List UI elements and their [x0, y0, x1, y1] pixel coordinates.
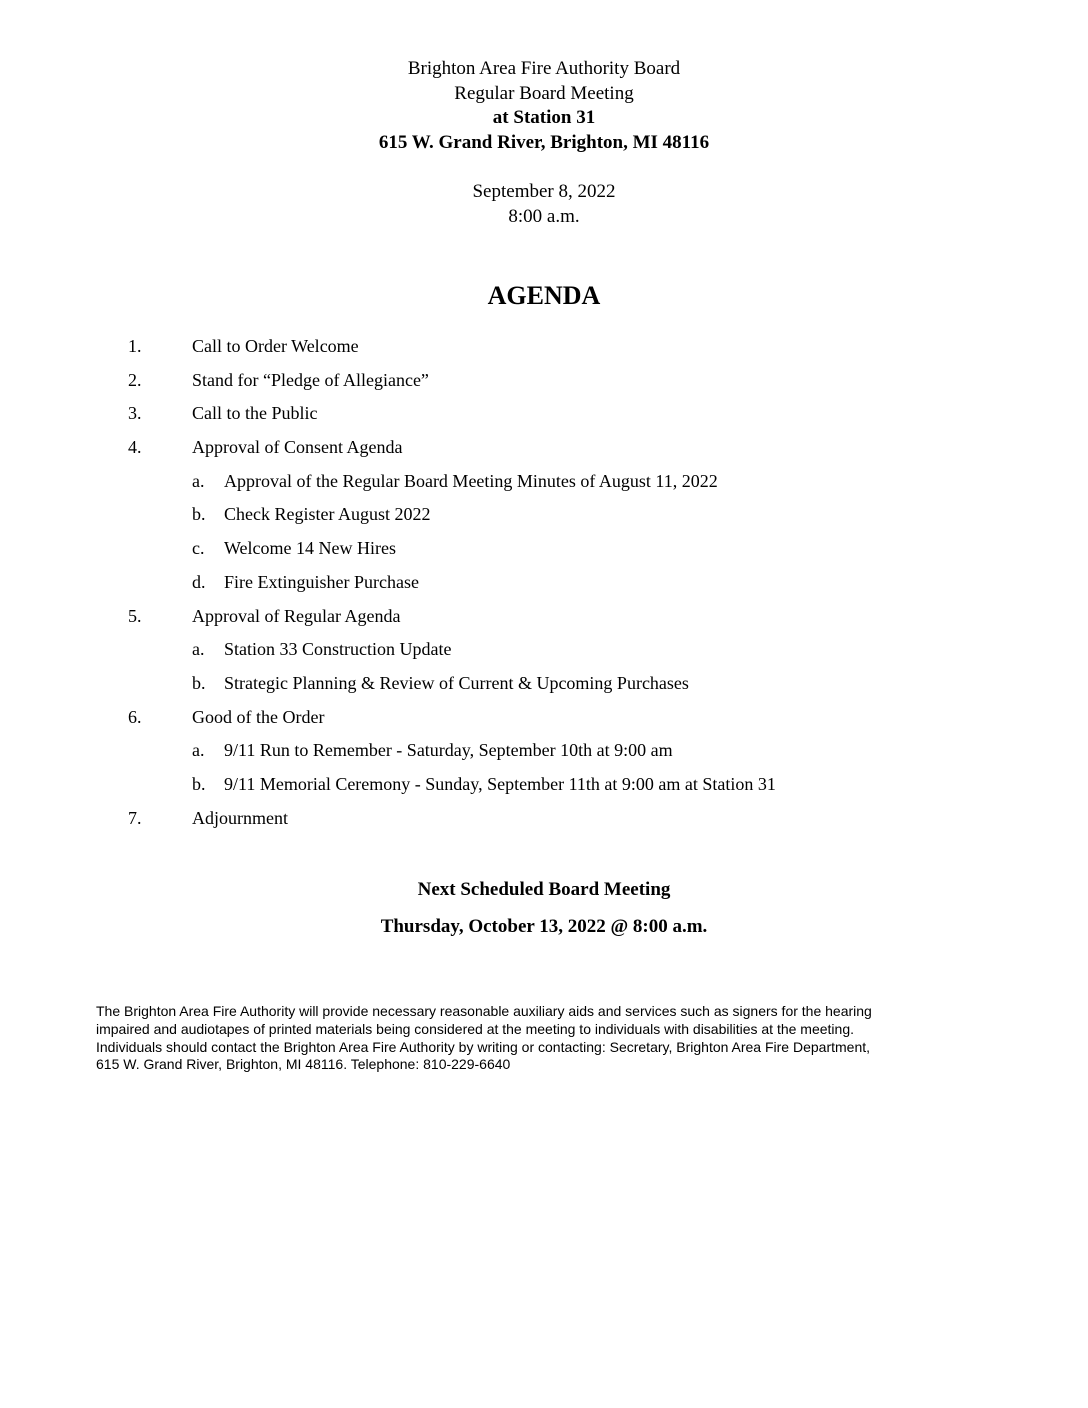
- subitem-text: 9/11 Memorial Ceremony - Sunday, September 11th at 9:00 am at Station 31: [224, 773, 776, 794]
- agenda-title: AGENDA: [487, 281, 601, 310]
- meeting-type: Regular Board Meeting: [454, 82, 634, 104]
- item-text: Call to the Public: [192, 403, 318, 424]
- notice-line: Individuals should contact the Brighton Area Fire Authority by writing or contacting: Secretary, Brighton Area Fire Department,: [96, 1038, 871, 1055]
- agenda-item: [0, 435, 1088, 469]
- item-number: 5.: [128, 605, 142, 626]
- subitem-text: Check Register August 2022: [224, 504, 431, 525]
- agenda-subitem: [0, 469, 1088, 503]
- agenda-subitem: [0, 637, 1088, 671]
- subitem-text: Approval of the Regular Board Meeting Minutes of August 11, 2022: [224, 470, 718, 491]
- agenda-item: [0, 806, 1088, 840]
- subitem-text: Strategic Planning & Review of Current & Upcoming Purchases: [224, 672, 689, 693]
- agenda-subitem: [0, 502, 1088, 536]
- agenda-item: [0, 334, 1088, 368]
- meeting-date: September 8, 2022: [472, 181, 616, 202]
- document-header: [0, 57, 1088, 155]
- item-text: Call to Order Welcome: [192, 336, 359, 356]
- subitem-letter: c.: [192, 538, 205, 559]
- item-number: 1.: [128, 336, 142, 356]
- next-meeting-section: [0, 876, 1088, 940]
- subitem-letter: a.: [192, 470, 205, 491]
- agenda-item: [0, 368, 1088, 402]
- notice-line: impaired and audiotapes of printed materials being considered at the meeting to individuals with disabilities at the meeting.: [96, 1020, 855, 1037]
- agenda-subitem: [0, 536, 1088, 570]
- agenda-item: [0, 401, 1088, 435]
- subitem-letter: b.: [192, 672, 206, 693]
- agenda-subitem: [0, 772, 1088, 806]
- notice-line: The Brighton Area Fire Authority will provide necessary reasonable auxiliary aids and services such as signers for the hearing: [96, 1003, 872, 1019]
- item-number: 4.: [128, 437, 142, 458]
- subitem-letter: b.: [192, 773, 206, 794]
- agenda-item: [0, 705, 1088, 739]
- subitem-text: Station 33 Construction Update: [224, 639, 452, 660]
- item-number: 7.: [128, 807, 142, 828]
- meeting-datetime: [0, 180, 1088, 229]
- meeting-address: 615 W. Grand River, Brighton, MI 48116: [378, 131, 710, 153]
- item-text: Adjournment: [192, 807, 288, 828]
- agenda-subitem: [0, 738, 1088, 772]
- item-text: Stand for “Pledge of Allegiance”: [192, 369, 429, 390]
- subitem-letter: b.: [192, 504, 206, 525]
- meeting-time: 8:00 a.m.: [508, 205, 580, 227]
- organization-name: Brighton Area Fire Authority Board: [407, 58, 681, 79]
- agenda-subitem: [0, 570, 1088, 604]
- accessibility-notice: [96, 1003, 996, 1074]
- item-number: 6.: [128, 706, 142, 727]
- subitem-letter: d.: [192, 571, 206, 592]
- item-text: Good of the Order: [192, 706, 325, 727]
- subitem-letter: a.: [192, 740, 205, 761]
- subitem-text: 9/11 Run to Remember - Saturday, September 10th at 9:00 am: [224, 740, 673, 761]
- item-number: 3.: [128, 403, 142, 424]
- item-number: 2.: [128, 369, 142, 390]
- agenda-subitem: [0, 671, 1088, 705]
- notice-line: 615 W. Grand River, Brighton, MI 48116. Telephone: 810-229-6640: [96, 1056, 511, 1073]
- meeting-location: at Station 31: [492, 107, 596, 128]
- item-text: Approval of Consent Agenda: [192, 437, 403, 458]
- subitem-text: Welcome 14 New Hires: [224, 538, 396, 559]
- subitem-text: Fire Extinguisher Purchase: [224, 571, 419, 592]
- subitem-letter: a.: [192, 639, 205, 660]
- item-text: Approval of Regular Agenda: [192, 605, 401, 626]
- next-meeting-date: Thursday, October 13, 2022 @ 8:00 a.m.: [380, 916, 708, 937]
- agenda-item: [0, 604, 1088, 638]
- next-meeting-heading: Next Scheduled Board Meeting: [417, 879, 671, 900]
- agenda-list: [0, 334, 1088, 839]
